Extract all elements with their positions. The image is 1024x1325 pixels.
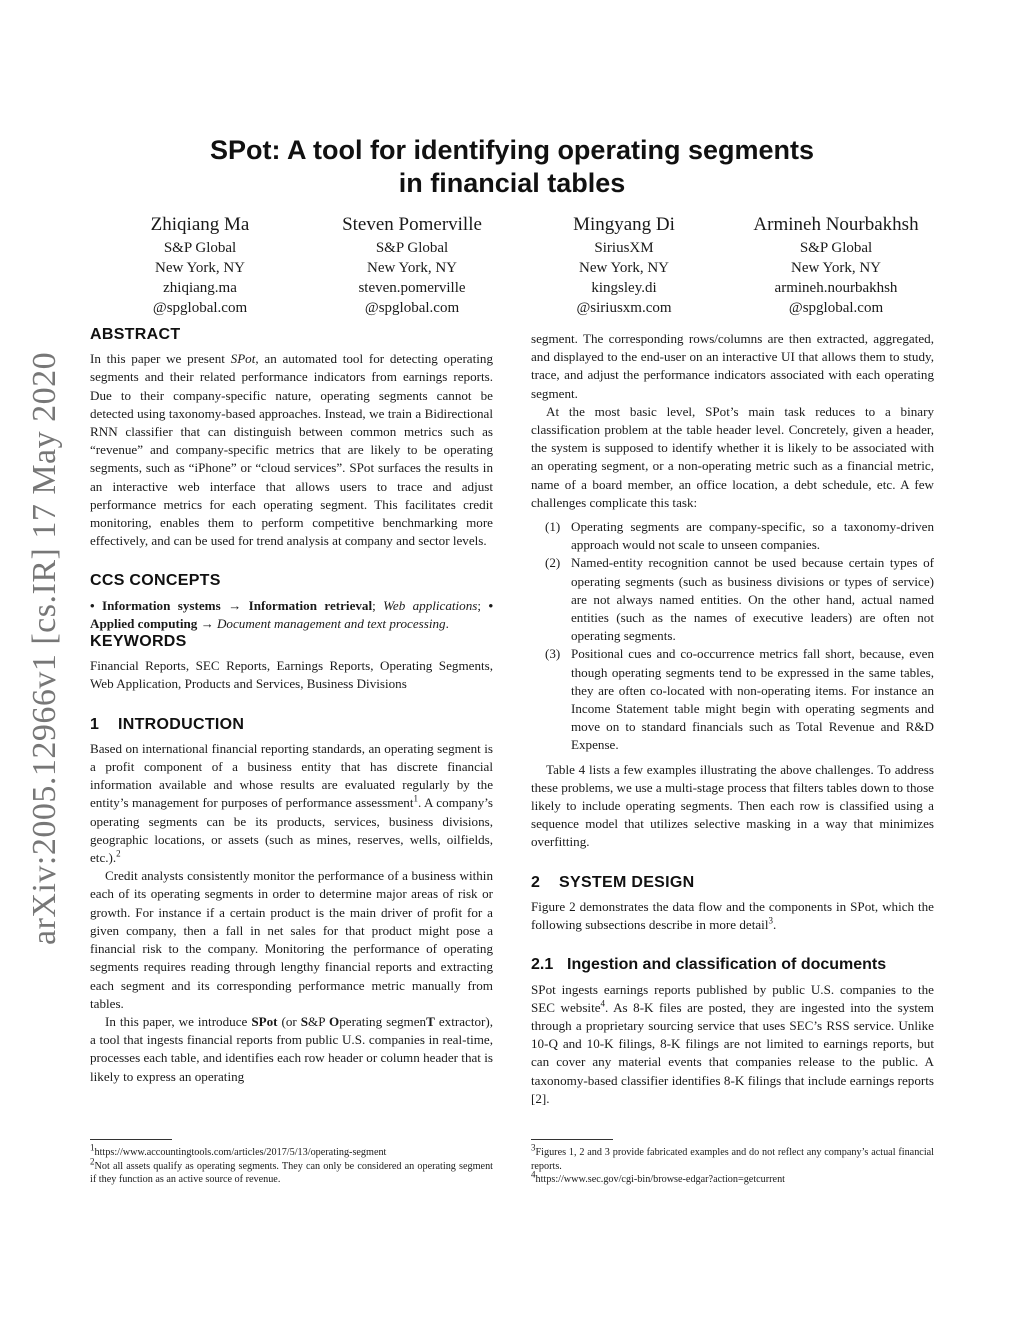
author-email-domain: @spglobal.com	[788, 300, 884, 316]
right-paragraph-1: segment. The corresponding rows/columns are then extracted, aggregated, and displayed to the end-user on an interactive UI that allows them to study, trace, and adjust the performance indicators associated with each operating segment.	[531, 331, 934, 401]
list-item: (1) Operating segments are company-specific, so a taxonomy-driven approach would not scale to unseen companies.	[545, 519, 934, 553]
paper-title	[0, 134, 1024, 200]
list-item: (2) Named-entity recognition cannot be used because certain types of operating segments (such as business divisions or types of service) are not always named entities. On the other hand, actual named entities (such as the names of executive leaders) are often not operating segments.	[545, 555, 934, 644]
author-name: Steven Pomerville	[342, 214, 482, 235]
abstract-heading: ABSTRACT	[90, 326, 181, 343]
footnote-rule	[90, 1139, 172, 1140]
right-paragraph-2: At the most basic level, SPot’s main task reduces to a binary classification problem at the table header level. Concretely, given a header, the system is supposed to identify whether it is likely to be associated with an operating segment, or a non-operating metric such as a financial metric, name of a board member, an office location, a debt schedule, etc. A few challenges complicate this task:	[531, 403, 934, 510]
author-email-user: zhiqiang.ma	[163, 280, 237, 296]
left-column	[90, 326, 493, 1086]
author-email-domain: @spglobal.com	[364, 300, 460, 316]
footnote-4: $^4$https://www.sec.gov/cgi-bin/browse-edgar?action=getcurrent	[531, 1169, 786, 1185]
author-4	[730, 212, 942, 318]
right-paragraph-3: Table 4 lists a few examples illustrating the above challenges. To address these problems, we use a multi-stage process that filters tables down to those likely to include operating segments. Then each row is classified using a sequence model that utilizes selective masking in a way that minimizes overfitting.	[531, 761, 934, 850]
author-location: New York, NY	[154, 260, 245, 276]
author-email-domain: @siriusxm.com	[576, 300, 672, 316]
keywords-heading: KEYWORDS	[90, 633, 187, 651]
footnote-1: $^1$https://www.accountingtools.com/articles/2017/5/13/operating-segment	[90, 1142, 387, 1158]
abstract-text: In this paper we present SPot, an automated tool for detecting operating segments and their related performance indicators from earnings reports. Due to their company-specific nature, operating segments cannot be detected using taxonomy-based approaches. Instead, we train a Bidirectional RNN classifier that can distinguish between common metrics such as “revenue” and company-specific metrics that are likely to be operating segments, such as “iPhone” or “cloud services”. SPot surfaces the results in an interactive web interface that allows users to trace and adjust performance metrics for each operating segment. This facilitates credit monitoring, enables them to perform competitive benchmarking more effectively, and can be used for trend analysis at company and sector levels.	[90, 351, 493, 549]
system-design-heading: 2 SYSTEM DESIGN	[531, 873, 695, 891]
author-affiliation: S&P Global	[799, 240, 873, 256]
right-column	[531, 330, 934, 1108]
keywords-text: Financial Reports, SEC Reports, Earnings Reports, Operating Segments, Web Application, Products and Services, Business Divisions	[90, 658, 493, 692]
author-1	[94, 212, 306, 318]
system-design-paragraph: Figure 2 demonstrates the data flow and the components in SPot, which the following subsections describe in more detail$^3$.	[531, 898, 934, 933]
footnote-rule	[531, 1139, 613, 1140]
intro-paragraph-1: Based on international financial reporting standards, an operating segment is a profit component of a business entity that has discrete financial information available and whose results are evaluated regularly by the entity’s management for purposes of performance assessment$^1$. A company’s operating segments can be its products, services, business divisions, geographic locations, or assets (such as mines, reserves, wells, oilfields, etc.).$^2$	[90, 740, 494, 866]
author-name: Armineh Nourbakhsh	[753, 214, 919, 235]
author-email-user: armineh.nourbakhsh	[774, 280, 898, 296]
author-email-domain: @spglobal.com	[152, 300, 248, 316]
ingestion-paragraph: SPot ingests earnings reports published by public U.S. companies to the SEC website$^4$. As 8-K files are posted, they are ingested into the system through a proprietary sourcing service that uses SEC’s RSS service. Unlike 10-Q and 10-K filings, 8-K filings are not limited to earnings reports, but can cover any material events that companies release to the public. A taxonomy-based classifier identifies 8-K filings that include earnings reports [2].	[531, 981, 934, 1106]
intro-heading: 1 INTRODUCTION	[90, 715, 245, 733]
title-line-1: SPot: A tool for identifying operating segments	[209, 135, 814, 165]
list-item: (3) Positional cues and co-occurrence metrics fall short, because, even though operating segments tend to be expressed in the same tables, they are often co-located with non-operating items. For instance an Income Statement table might begin with operating segments and move on to standard financials such as Total Revenue and R&D Expense.	[545, 646, 934, 753]
author-affiliation: S&P Global	[375, 240, 449, 256]
author-email-user: kingsley.di	[591, 280, 657, 296]
subsection-heading: 2.1 Ingestion and classification of documents	[531, 956, 887, 974]
author-location: New York, NY	[578, 260, 669, 276]
author-affiliation: S&P Global	[163, 240, 237, 256]
intro-paragraph-3: In this paper, we introduce SPot (or S&P Operating segmenT extractor), a tool that ingests financial reports from public U.S. companies in real-time, processes each table, and identifies each row header or column header that is likely to express an operating	[90, 1013, 493, 1084]
footnotes-left	[90, 1139, 493, 1187]
author-block	[94, 212, 942, 318]
intro-paragraph-2: Credit analysts consistently monitor the performance of a business within each of its operating segments in order to determine major areas of risk or growth. For instance if a certain product is the main driver of profit for a given company, then a fall in net sales for that product might pose a financial risk to the company. Monitoring the performance of operating segments requires reading through lengthy financial reports and extracting each segment and its corresponding performance metric manually from tables.	[90, 868, 493, 1011]
arxiv-stamp: arXiv:2005.12966v1 [cs.IR] 17 May 2020	[26, 351, 63, 945]
author-affiliation: SiriusXM	[594, 240, 654, 256]
author-3	[518, 212, 730, 318]
ccs-text: • Information systems → Information retrieval; Web applications; • Applied computing → Document management and text processing.	[90, 597, 494, 631]
author-email-user: steven.pomerville	[358, 280, 466, 296]
challenge-list	[531, 518, 934, 755]
author-location: New York, NY	[790, 260, 881, 276]
ccs-heading: CCS CONCEPTS	[90, 572, 221, 590]
author-name: Mingyang Di	[573, 214, 675, 235]
footnotes-right	[531, 1139, 934, 1187]
title-line-2: in financial tables	[398, 168, 626, 198]
footnote-3: $^3$Figures 1, 2 and 3 provide fabricated examples and do not reflect any company’s actual financial reports.	[531, 1142, 934, 1172]
author-location: New York, NY	[366, 260, 457, 276]
author-2	[306, 212, 518, 318]
footnote-2: $^2$Not all assets qualify as operating segments. They can only be considered an operating segment if they function as an active source of revenue.	[90, 1156, 493, 1185]
author-name: Zhiqiang Ma	[150, 214, 250, 235]
